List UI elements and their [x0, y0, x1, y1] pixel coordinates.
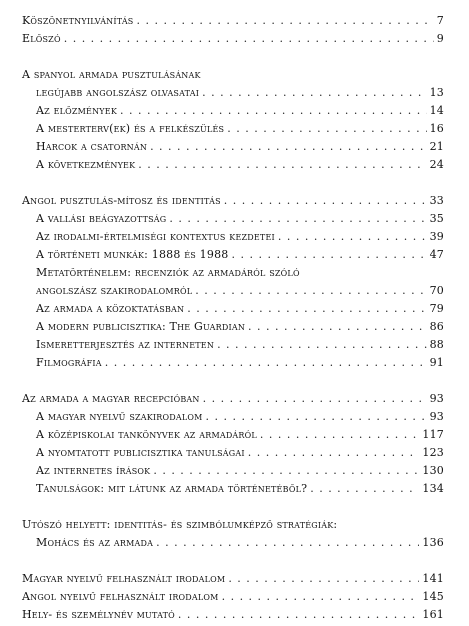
toc-entry: [22, 14, 444, 32]
dot-leader: [136, 14, 433, 28]
dot-leader: [278, 230, 427, 244]
spacer: [22, 374, 444, 392]
toc-label: Harcok a csatornán: [36, 140, 148, 153]
toc-page: 93: [429, 392, 444, 405]
toc-page: 134: [422, 482, 444, 495]
toc-page: 70: [429, 284, 444, 297]
dot-leader: [222, 590, 420, 604]
spacer: [22, 500, 444, 518]
toc-entry: [22, 572, 444, 590]
toc-page: 21: [429, 140, 444, 153]
part-title: Utószó helyett: identitás- és szimbólumképző stratégiák:: [22, 518, 338, 531]
toc-label: Magyar nyelvű felhasznált irodalom: [22, 572, 226, 585]
toc-label: A vallási beágyazottság: [36, 212, 167, 225]
toc-label: A középiskolai tankönyvek az armadáról: [36, 428, 257, 441]
dot-leader: [202, 86, 427, 100]
dot-leader: [227, 122, 426, 136]
toc-entry: [22, 104, 444, 122]
toc-entry: [22, 590, 444, 608]
toc-entry: [22, 86, 444, 104]
dot-leader: [195, 284, 426, 298]
toc-label: legújabb angolszász olvasatai: [36, 86, 200, 99]
dot-leader: [248, 320, 427, 334]
toc-label: Mohács és az armada: [36, 536, 154, 549]
toc-label: Előszó: [22, 32, 61, 45]
toc-label: Köszönetnyilvánítás: [22, 14, 134, 27]
toc-entry: [22, 194, 444, 212]
dot-leader: [187, 302, 426, 316]
dot-leader: [224, 194, 427, 208]
toc-entry: [22, 32, 444, 50]
toc-entry: [22, 536, 444, 554]
toc-label: Az előzmények: [36, 104, 117, 117]
toc-entry: [22, 248, 444, 266]
toc-page: 7: [436, 14, 444, 27]
toc-page: 141: [422, 572, 444, 585]
dot-leader: [260, 428, 419, 442]
toc-label: Angol nyelvű felhasznált irodalom: [22, 590, 219, 603]
toc-label: A mesterterv(ek) és a felkészülés: [36, 122, 225, 135]
toc-entry: [22, 230, 444, 248]
dot-leader: [153, 464, 419, 478]
toc-page: 123: [422, 446, 444, 459]
dot-leader: [228, 572, 419, 586]
toc-entry: [22, 608, 444, 626]
toc-entry: [22, 428, 444, 446]
dot-leader: [310, 482, 419, 496]
toc-entry: [22, 140, 444, 158]
toc-page: 91: [429, 356, 444, 369]
toc-page: 86: [429, 320, 444, 333]
toc-page: 117: [422, 428, 444, 441]
toc-page: 9: [436, 32, 444, 45]
toc-entry: [22, 302, 444, 320]
table-of-contents: [22, 14, 444, 626]
dot-leader: [150, 140, 427, 154]
dot-leader: [203, 392, 427, 406]
part-title: Az armada a magyar recepcióban: [22, 392, 200, 405]
toc-entry: [22, 320, 444, 338]
part-title: A spanyol armada pusztulásának: [22, 68, 201, 81]
toc-entry: [22, 464, 444, 482]
dot-leader: [178, 608, 419, 622]
toc-page: 130: [422, 464, 444, 477]
toc-label: Tanulságok: mit látunk az armada történetéből?: [36, 482, 308, 495]
toc-entry: [22, 122, 444, 140]
toc-entry: [22, 356, 444, 374]
toc-label: Ismeretterjesztés az interneten: [36, 338, 215, 351]
toc-label: A történeti munkák: 1888 és 1988: [36, 248, 229, 261]
dot-leader: [248, 446, 420, 460]
spacer: [22, 554, 444, 572]
dot-leader: [169, 212, 426, 226]
dot-leader: [105, 356, 427, 370]
toc-page: 93: [429, 410, 444, 423]
toc-page: 35: [429, 212, 444, 225]
toc-entry: [22, 410, 444, 428]
toc-label: Az internetes írások: [36, 464, 151, 477]
spacer: [22, 50, 444, 68]
toc-label: A modern publicisztika: The Guardian: [36, 320, 246, 333]
toc-entry: [22, 482, 444, 500]
toc-page: 79: [429, 302, 444, 315]
toc-entry: [22, 392, 444, 410]
toc-page: 161: [422, 608, 444, 621]
dot-leader: [64, 32, 434, 46]
dot-leader: [206, 410, 427, 424]
dot-leader: [217, 338, 427, 352]
toc-label: Metatörténelem: recenziók az armadáról szóló: [36, 266, 300, 279]
toc-page: 47: [429, 248, 444, 261]
toc-label: Hely- és személynév mutató: [22, 608, 175, 621]
dot-leader: [120, 104, 427, 118]
toc-entry: [22, 284, 444, 302]
dot-leader: [231, 248, 426, 262]
toc-label: Az armada a közoktatásban: [36, 302, 185, 315]
toc-page: 39: [429, 230, 444, 243]
toc-label: A magyar nyelvű szakirodalom: [36, 410, 203, 423]
toc-label: Az irodalmi-értelmiségi kontextus kezdetei: [36, 230, 275, 243]
toc-page: 145: [422, 590, 444, 603]
toc-label: A nyomtatott publicisztika tanulságai: [36, 446, 245, 459]
part-title: Angol pusztulás-mítosz és identitás: [22, 194, 221, 207]
toc-page: 14: [429, 104, 444, 117]
toc-page: 136: [422, 536, 444, 549]
dot-leader: [138, 158, 426, 172]
toc-page: 24: [429, 158, 444, 171]
toc-entry: [22, 446, 444, 464]
dot-leader: [156, 536, 419, 550]
spacer: [22, 176, 444, 194]
toc-page: 13: [429, 86, 444, 99]
toc-entry: [22, 212, 444, 230]
toc-label: Filmográfia: [36, 356, 102, 369]
toc-entry: [22, 158, 444, 176]
toc-page: 16: [429, 122, 444, 135]
toc-page: 33: [429, 194, 444, 207]
toc-label: angolszász szakirodalomról: [36, 284, 193, 297]
toc-entry: [22, 338, 444, 356]
toc-label: A következmények: [36, 158, 136, 171]
toc-page: 88: [429, 338, 444, 351]
